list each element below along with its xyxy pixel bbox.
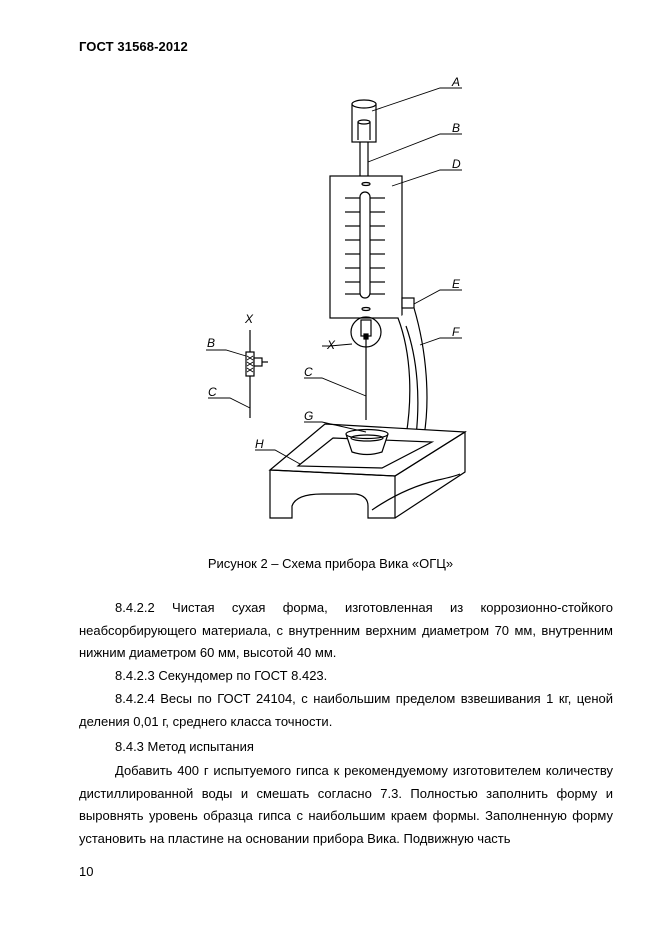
scale-housing-drawing [330, 176, 402, 318]
label-A: A [452, 75, 461, 89]
section-8-4-3-heading: 8.4.3 Метод испытания [115, 739, 254, 754]
paragraph-8-4-2-4: 8.4.2.4 Весы по ГОСТ 24104, с наибольшим пределом взвешивания 1 кг, ценой деления 0,01 г, среднего класса точности. [79, 691, 613, 729]
label-F: F [452, 325, 460, 339]
mould-drawing [346, 430, 388, 455]
label-D: D [452, 157, 461, 171]
clamp-drawing [402, 298, 414, 308]
detail-x-drawing [206, 330, 268, 418]
page-number: 10 [79, 864, 94, 879]
top-weight-drawing [352, 100, 376, 142]
label-H: H [255, 437, 264, 451]
rod-drawing [360, 142, 368, 176]
paragraph-method: Добавить 400 г испытуемого гипса к рекомендуемому изготовителем количеству дистиллированной воды и смешать согласно 7.3. Полностью заполнить форму и выровнять уровень образца гипса с наибольшим краем формы. Заполненную форму установить на пластине на основании прибора Вика. Подвижную часть [79, 763, 613, 846]
label-G: G [304, 409, 314, 423]
paragraph-8-4-2-2: 8.4.2.2 Чистая сухая форма, изготовленная из коррозионно-стойкого неабсорбирующего материала, с внутренним верхним диаметром 70 мм, внутренним нижним диаметром 60 мм, высотой 40 мм. [79, 600, 613, 660]
label-detail-X: X [245, 312, 254, 326]
label-detail-C: C [208, 385, 217, 399]
label-B: B [452, 121, 461, 135]
label-X: X [327, 338, 336, 352]
paragraph-8-4-2-3: 8.4.2.3 Секундомер по ГОСТ 8.423. [115, 668, 328, 683]
stand-drawing [398, 308, 427, 436]
figure-caption: Рисунок 2 – Схема прибора Вика «ОГЦ» [207, 556, 454, 571]
label-C: C [304, 365, 313, 379]
standard-header: ГОСТ 31568-2012 [79, 39, 188, 54]
label-detail-B: B [207, 336, 216, 350]
label-E: E [452, 277, 461, 291]
